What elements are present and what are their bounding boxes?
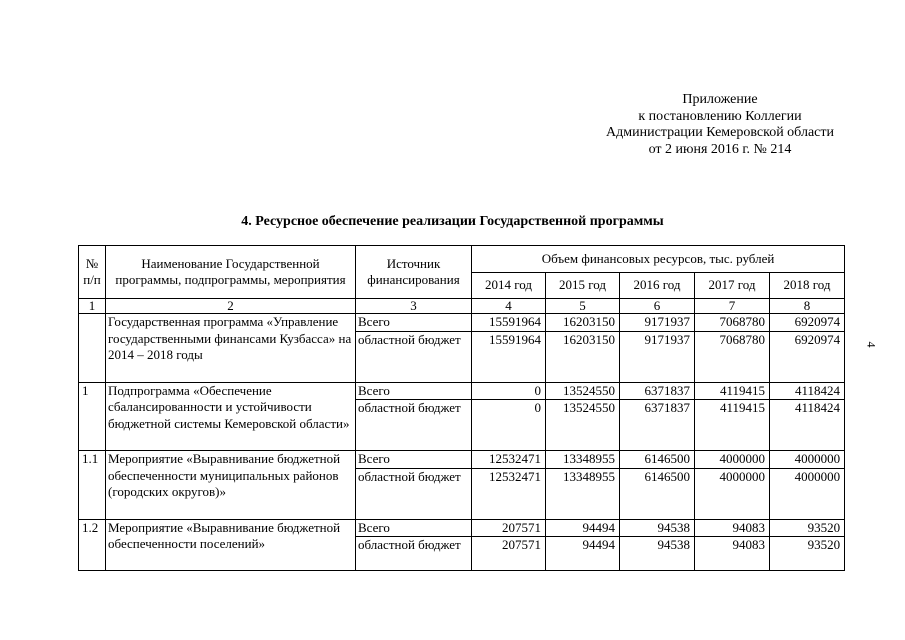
section-title: 4. Ресурсное обеспечение реализации Государственной программы	[241, 214, 664, 229]
row-value: 207571	[472, 537, 546, 571]
row-value: 16203150	[546, 314, 620, 332]
row-value: 6146500	[620, 468, 695, 519]
row-value: 9171937	[620, 314, 695, 332]
row-value: 6146500	[620, 451, 695, 469]
appendix-block	[560, 92, 880, 158]
appendix-line: к постановлению Коллегии	[638, 108, 802, 124]
row-value: 4000000	[695, 451, 770, 469]
row-value: 94538	[620, 519, 695, 537]
row-value: 6920974	[770, 314, 845, 332]
row-value: 6371837	[620, 400, 695, 451]
page-number: 4	[864, 341, 879, 348]
row-source: Всего	[356, 451, 472, 469]
header-year: 2017 год	[695, 273, 770, 299]
row-index: 1.1	[79, 451, 106, 520]
row-source: областной бюджет	[356, 537, 472, 571]
row-source: Всего	[356, 382, 472, 400]
row-value: 0	[472, 400, 546, 451]
row-value: 4000000	[770, 468, 845, 519]
row-value: 94494	[546, 519, 620, 537]
row-source: областной бюджет	[356, 468, 472, 519]
row-value: 93520	[770, 519, 845, 537]
row-source: областной бюджет	[356, 331, 472, 382]
row-value: 4119415	[695, 400, 770, 451]
header-year: 2015 год	[546, 273, 620, 299]
column-number: 1	[79, 299, 106, 314]
header-num: № п/п	[79, 246, 106, 299]
row-value: 0	[472, 382, 546, 400]
row-name: Государственная программа «Управление государственными финансами Кузбасса» на 2014 – 2018 годы	[106, 314, 356, 383]
header-year: 2014 год	[472, 273, 546, 299]
row-value: 6371837	[620, 382, 695, 400]
row-index	[79, 314, 106, 383]
header-name: Наименование Государственной программы, подпрограммы, мероприятия	[106, 246, 356, 299]
table-row	[79, 519, 845, 537]
row-value: 15591964	[472, 314, 546, 332]
row-value: 4000000	[770, 451, 845, 469]
table-row	[79, 314, 845, 332]
header-year: 2016 год	[620, 273, 695, 299]
appendix-line: Приложение	[682, 92, 758, 107]
row-value: 12532471	[472, 468, 546, 519]
column-number: 3	[356, 299, 472, 314]
row-value: 13348955	[546, 468, 620, 519]
row-source: областной бюджет	[356, 400, 472, 451]
row-value: 13524550	[546, 400, 620, 451]
row-value: 6920974	[770, 331, 845, 382]
row-name: Подпрограмма «Обеспечение сбалансированности и устойчивости бюджетной системы Кемеровской области»	[106, 382, 356, 451]
row-value: 12532471	[472, 451, 546, 469]
row-source: Всего	[356, 519, 472, 537]
row-value: 13348955	[546, 451, 620, 469]
row-value: 4118424	[770, 382, 845, 400]
resource-table	[78, 245, 845, 571]
column-number: 7	[695, 299, 770, 314]
appendix-line: от 2 июня 2016 г. № 214	[648, 141, 792, 157]
row-value: 94538	[620, 537, 695, 571]
row-index: 1.2	[79, 519, 106, 571]
column-number: 6	[620, 299, 695, 314]
row-index: 1	[79, 382, 106, 451]
column-number: 8	[770, 299, 845, 314]
row-value: 7068780	[695, 314, 770, 332]
column-number-row	[79, 299, 845, 314]
row-name: Мероприятие «Выравнивание бюджетной обеспеченности муниципальных районов (городских округов)»	[106, 451, 356, 520]
table-row	[79, 451, 845, 469]
row-value: 94494	[546, 537, 620, 571]
row-value: 9171937	[620, 331, 695, 382]
row-value: 7068780	[695, 331, 770, 382]
row-value: 94083	[695, 537, 770, 571]
row-value: 13524550	[546, 382, 620, 400]
table-row	[79, 382, 845, 400]
row-value: 207571	[472, 519, 546, 537]
header-volume: Объем финансовых ресурсов, тыс. рублей	[472, 246, 845, 273]
row-name: Мероприятие «Выравнивание бюджетной обеспеченности поселений»	[106, 519, 356, 571]
row-value: 4119415	[695, 382, 770, 400]
column-number: 2	[106, 299, 356, 314]
column-number: 5	[546, 299, 620, 314]
column-number: 4	[472, 299, 546, 314]
header-year: 2018 год	[770, 273, 845, 299]
row-value: 94083	[695, 519, 770, 537]
row-source: Всего	[356, 314, 472, 332]
row-value: 15591964	[472, 331, 546, 382]
row-value: 16203150	[546, 331, 620, 382]
header-source: Источник финансирования	[356, 246, 472, 299]
row-value: 4118424	[770, 400, 845, 451]
appendix-line: Администрации Кемеровской области	[606, 125, 834, 140]
row-value: 4000000	[695, 468, 770, 519]
row-value: 93520	[770, 537, 845, 571]
